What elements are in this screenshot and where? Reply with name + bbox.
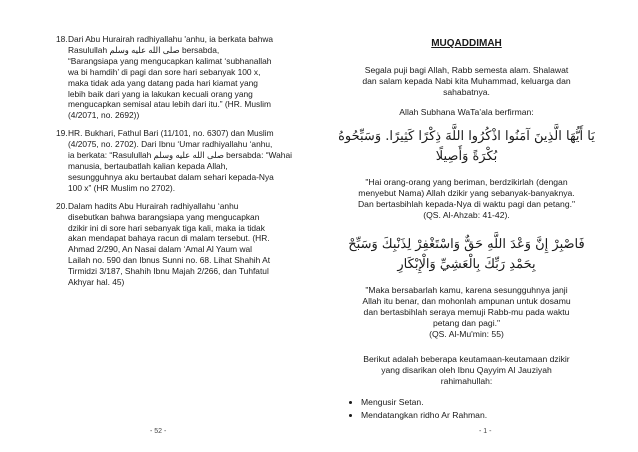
- right-page: [319, 0, 638, 452]
- arabic-verse-ahzab: يَا أَيُّهَا الَّذِينَ آمَنُوا اذْكُرُوا اللَّهَ ذِكْرًا كَثِيرًا. وَسَبِّحُوهُ بُكْرَةً وَأَصِيلًا: [338, 129, 595, 164]
- footnote-number: 20.: [56, 200, 68, 211]
- translation-mumin: "Maka bersabarlah kamu, karena sesungguhnya janji Allah itu benar, dan mohonlah ampunan untuk dosamu dan bertasbihlah seraya memuji Rabb-mu pada waktu petang dan pagi." (QS. Al-Mu'min: 55): [362, 285, 571, 339]
- footnote-number: 18.: [56, 34, 68, 44]
- footnote-text: HR. Bukhari, Fathul Bari (11/101, no. 6307) dan Muslim (4/2075, no. 2702). Dari Ibnu ‘Umar radhiyallahu ‘anhu, ia berkata: “Rasulullah صلى الله عليه وسلم bersabda: “Wahai manusia, bertaubatlah kalian kepada Allah, sesungguhnya aku bertaubat dalam sehari kepada-Nya 100 x” (HR Muslim no 2702).: [68, 128, 292, 193]
- benefits-list: [347, 396, 600, 422]
- list-item: • Mendatangkan ridho Ar Rahman.: [361, 409, 600, 422]
- list-item: • Mengusir Setan.: [361, 396, 600, 409]
- footnote-text: Dari Abu Hurairah radhiyallahu 'anhu, ia berkata bahwa Rasulullah صلى الله عليه وسلم bersabda, “Barangsiapa yang mengucapkan kalimat ‘subhanallah wa bi hamdih’ di pagi dan sore hari sebanyak 100 x, maka tidak ada yang datang pada hari kiamat yang lebih baik dari yang ia lakukan kecuali orang yang mengucapkan semisal atau lebih dari itu.” (HR. Muslim (4/2071, no. 2692)): [68, 34, 274, 121]
- chapter-title: MUQADDIMAH: [431, 38, 502, 49]
- arabic-verse-mumin: فَاصْبِرْ إِنَّ وَعْدَ اللَّهِ حَقٌّ وَاسْتَغْفِرْ لِذَنْبِكَ وَسَبِّحْ بِحَمْدِ رَبِّكَ بِالْعَشِيِّ وَالْإِبْكَارِ: [348, 237, 585, 272]
- page-number-left: - 52 -: [150, 428, 167, 435]
- allah-says-line: Allah Subhana WaTa’ala berfirman:: [399, 107, 534, 117]
- footnote-number: 19.: [56, 128, 68, 139]
- intro-paragraph: Segala puji bagi Allah, Rabb semesta alam. Shalawat dan salam kepada Nabi kita Muhammad, keluarga dan sahabatnya.: [362, 65, 571, 97]
- benefits-intro: Berikut adalah beberapa keutamaan-keutamaan dzikir yang disarikan oleh Ibnu Qayyim Al Jauziyah rahimahullah:: [363, 354, 570, 386]
- footnote-18: [56, 34, 305, 121]
- page-number-right: - 1 -: [479, 428, 492, 435]
- footnote-19: [56, 128, 305, 193]
- footnote-20: [56, 201, 305, 288]
- translation-ahzab: "Hai orang-orang yang beriman, berdzikirlah (dengan menyebut Nama) Allah dzikir yang sebanyak-banyaknya. Dan bertasbihlah kepada-Nya di waktu pagi dan petang." (QS. Al-Ahzab: 41-42).: [357, 177, 576, 220]
- footnote-text: Dalam hadits Abu Hurairah radhiyallahu ‘anhu disebutkan bahwa barangsiapa yang mengucapkan dzikir ini di sore hari sebanyak tiga kali, maka ia tidak akan mendapat bahaya racun di malam tersebut. (HR. Ahmad 2/290, An Nasai dalam ‘Amal Al Yaum wal Lailah no. 590 dan Ibnus Sunni no. 68. Lihat Shahih At Tirmidzi 3/187, Shahih Ibnu Majah 2/266, dan Tuhfatul Akhyar hal. 45): [68, 200, 271, 288]
